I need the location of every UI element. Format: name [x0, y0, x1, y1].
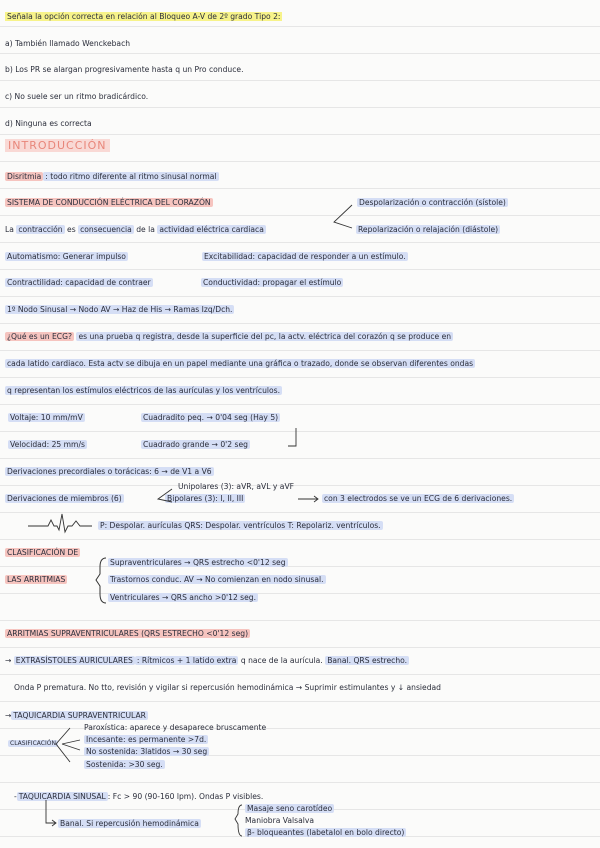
conductividad: Conductividad: propagar el estímulo: [203, 278, 342, 287]
taq-item-4: Sostenida: >30 seg.: [86, 760, 163, 769]
quiz-option-d: d) Ninguna es correcta: [5, 119, 92, 128]
ecg-line-3: q representan los estímulos eléctricos de las aurículas y los ventrículos.: [7, 386, 281, 395]
onda-p-line: Onda P prematura. No tto, revisión y vigilar si repercusión hemodinámica → Suprimir estimulantes y ↓ ansiedad: [14, 683, 442, 692]
arrow-banal: [46, 800, 56, 826]
sinusal-line: - TAQUICARDIA SINUSAL : Fc > 90 (90-160 lpm). Ondas P visibles.: [14, 792, 264, 801]
quiz-option-c: c) No suele ser un ritmo bradicárdico.: [5, 92, 149, 101]
bracket-derivaciones: [158, 489, 172, 502]
extrasistoles-line: → EXTRASÍSTOLES AURICULARES : Rítmicos + 1 latido extra q nace de la aurícula. Banal. QRS estrecho.: [5, 656, 408, 665]
contractilidad: Contractilidad: capacidad de contraer: [7, 278, 151, 287]
miembros: Derivaciones de miembros (6): [7, 494, 122, 503]
precordiales: Derivaciones precordiales o torácicas: 6 → de V1 a V6: [7, 467, 212, 476]
taq-title: → TAQUICARDIA SUPRAVENTRICULAR: [5, 711, 146, 720]
maniobra-2: Maniobra Valsalva: [245, 816, 315, 825]
cuadradito: Cuadradito peq. → 0'04 seg (Hay 5): [143, 413, 279, 422]
clasif-title-1: CLASIFICACIÓN DE: [7, 548, 79, 557]
clasif-title-2: LAS ARRITMIAS: [7, 575, 66, 584]
taq-clasificacion: CLASIFICACIÓN: [10, 740, 56, 747]
unipolares: Unipolares (3): aVR, aVL y aVF: [178, 482, 295, 491]
contraccion-line: La contracción es consecuencia de la actividad eléctrica cardiaca: [5, 225, 264, 234]
velocidad: Velocidad: 25 mm/s: [10, 440, 85, 449]
brace-clasificacion: [96, 558, 106, 603]
taq-item-3: No sostenida: 3latidos → 30 seg: [86, 747, 208, 756]
repol-text: Repolarización o relajación (diástole): [358, 225, 499, 234]
banal-line: Banal. Si repercusión hemodinámica: [60, 819, 199, 828]
maniobra-3: β- bloqueantes (labetalol en bolo directo): [247, 828, 405, 837]
nodo-line: 1º Nodo Sinusal → Nodo AV → Haz de His → Ramas Izq/Dch.: [7, 305, 233, 314]
cuadrado-grande: Cuadrado grande → 0'2 seg: [143, 440, 248, 449]
brace-maniobras: [235, 805, 242, 836]
voltaje: Voltaje: 10 mm/mV: [10, 413, 83, 422]
clasif-item-3: Ventriculares → QRS ancho >0'12 seg.: [110, 593, 257, 602]
bipolares: Bipolares (3): I, II, III: [167, 494, 244, 503]
ondas-line: P: Despolar. aurículas QRS: Despolar. ventrículos T: Repolariz. ventrículos.: [100, 521, 381, 530]
quiz-option-b: b) Los PR se alargan progresivamente hasta q un Pro conduce.: [5, 65, 244, 74]
despol-text: Despolarización o contracción (sístole): [359, 198, 506, 207]
maniobra-1: Masaje seno carotídeo: [247, 804, 333, 813]
clasif-item-1: Supraventriculares → QRS estrecho <0'12 seg: [110, 558, 286, 567]
hook-arrow: [288, 428, 296, 446]
sistema-title: SISTEMA DE CONDUCCIÓN ELÉCTRICA DEL CORAZÓN: [7, 198, 211, 207]
quiz-option-a: a) También llamado Wenckebach: [5, 39, 131, 48]
ecg-line-1: ¿Qué es un ECG? es una prueba q registra, desde la superficie del pc, la actv. eléctrica del corazón q se produce en: [7, 332, 452, 341]
taq-item-2: Incesante: es permanente >7d.: [86, 735, 207, 744]
quiz-question: Señala la opción correcta en relación al Bloqueo A-V de 2º grado Tipo 2:: [7, 12, 281, 21]
arrow-con3: [298, 496, 318, 502]
intro-title: INTRODUCCIÓN: [5, 140, 110, 151]
bracket-despol-repol: [334, 205, 352, 228]
disritmia-line: Disritmia : todo ritmo diferente al ritmo sinusal normal: [7, 172, 217, 181]
ecg-wave-icon: [28, 514, 92, 532]
supra-title: ARRITMIAS SUPRAVENTRICULARES (QRS ESTRECHO <0'12 seg): [7, 629, 249, 638]
brace-taquicardia: [56, 728, 70, 762]
clasif-item-2: Trastornos conduc. AV → No comienzan en nodo sinusal.: [110, 575, 324, 584]
excitabilidad: Excitabilidad: capacidad de responder a un estímulo.: [204, 252, 406, 261]
con-3-electrodos: con 3 electrodos se ve un ECG de 6 derivaciones.: [324, 494, 513, 503]
ecg-line-2: cada latido cardiaco. Esta actv se dibuja en un papel mediante una gráfica o trazado, donde se observan diferentes ondas: [7, 359, 474, 368]
taq-item-1: Paroxística: aparece y desaparece bruscamente: [84, 723, 267, 732]
arrow-taq-clasif: [62, 740, 80, 750]
automatismo: Automatismo: Generar impulso: [7, 252, 126, 261]
